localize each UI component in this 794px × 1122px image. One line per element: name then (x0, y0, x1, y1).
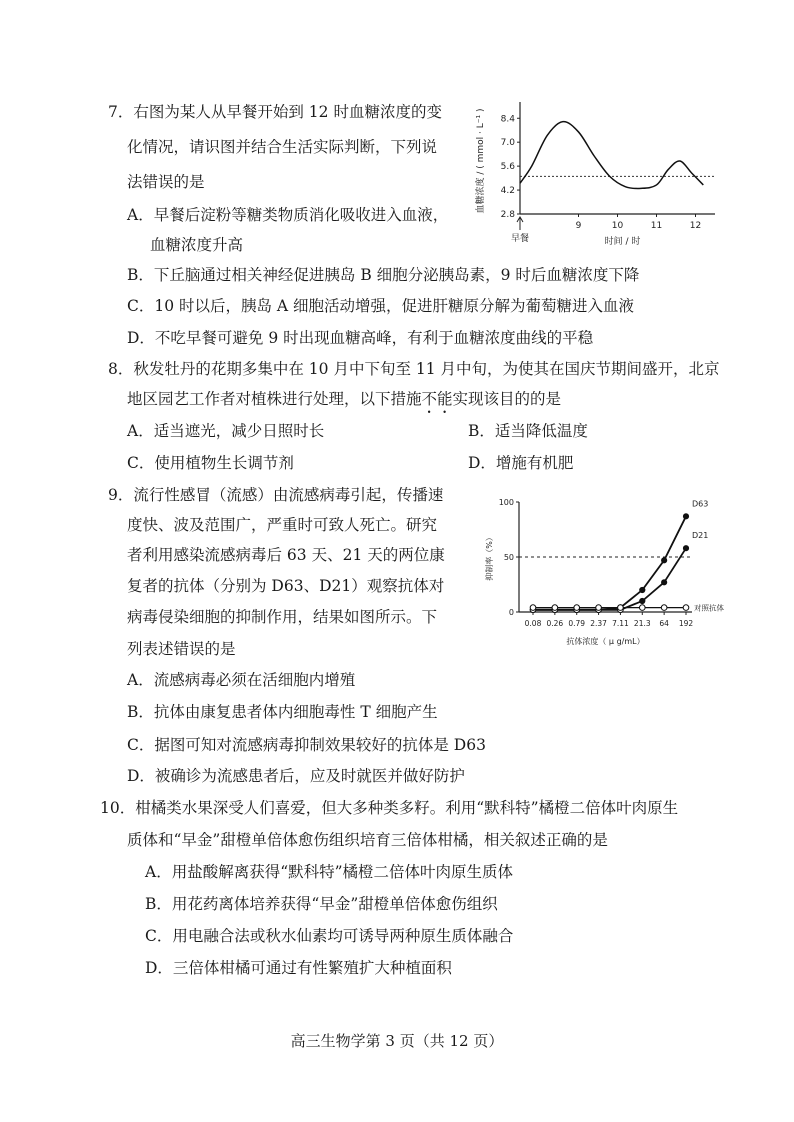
q7-option-b: B．下丘脑通过相关神经促进胰岛 B 细胞分泌胰岛素，9 时后血糖浓度下降 (127, 266, 640, 284)
data-point-对照抗体 (530, 605, 536, 611)
q9-stem-line6: 列表述错误的是 (127, 640, 236, 658)
x-tick-label: 192 (678, 619, 694, 628)
q9-stem-line1: 9．流行性感冒（流感）由流感病毒引起，传播速 (108, 486, 444, 504)
q7-option-a-line1: A．早餐后淀粉等糖类物质消化吸收进入血液， (127, 206, 449, 224)
x-tick-label: 0.08 (524, 619, 542, 628)
data-point-对照抗体 (574, 605, 580, 611)
y-axis-label: 抑制率（%） (485, 533, 494, 581)
q8-stem-line1: 8．秋发牡丹的花期多集中在 10 月中下旬至 11 月中旬，为使其在国庆节期间盛开，北京 (108, 360, 720, 378)
q8-stem-line2 (127, 388, 561, 417)
x-axis-label: 抗体浓度（ μ g/mL） (566, 637, 645, 646)
y-tick-label: 0 (508, 608, 514, 617)
data-point-对照抗体 (639, 605, 645, 611)
glucose-curve (520, 122, 703, 189)
q8-stem-line2-c: 实现该目的的是 (452, 390, 562, 408)
x-tick-label: 10 (611, 221, 624, 231)
data-point-对照抗体 (596, 605, 602, 611)
x-tick-label: 21.3 (633, 619, 651, 628)
q10-option-c: C．用电融合法或秋水仙素均可诱导两种原生质体融合 (145, 927, 514, 945)
series-label-对照抗体: 对照抗体 (694, 603, 724, 613)
x-axis-label: 时间 / 时 (604, 237, 641, 247)
q8-option-d: D．增施有机肥 (468, 454, 574, 472)
x-tick-label: 2.37 (590, 619, 607, 628)
q7-option-a-line2: 血糖浓度升高 (150, 236, 244, 254)
y-tick-label: 50 (503, 553, 514, 562)
x-tick-label: 0.26 (546, 619, 564, 628)
data-point-D63 (662, 558, 667, 563)
q10-stem-line1: 10．柑橘类水果深受人们喜爱，但大多种类多籽。利用“默科特”橘橙二倍体叶肉原生 (100, 799, 679, 817)
data-point-D21 (683, 546, 688, 551)
x-tick-label: 11 (650, 221, 663, 231)
q7-stem-line2: 化情况，请识图并结合生活实际判断，下列说 (127, 138, 438, 156)
series-label-D21: D21 (692, 531, 709, 541)
y-tick-label: 100 (498, 498, 514, 507)
data-point-对照抗体 (552, 605, 558, 611)
page-footer: 高三生物学第 3 页（共 12 页） (290, 1032, 504, 1050)
data-point-对照抗体 (661, 605, 667, 611)
series-label-D63: D63 (692, 499, 709, 509)
q8-option-b: B．适当降低温度 (468, 422, 588, 440)
q9-stem-line3: 者利用感染流感病毒后 63 天、21 天的两位康 (127, 546, 445, 564)
q9-option-d: D．被确诊为流感患者后，应及时就医并做好防护 (127, 767, 465, 785)
x-tick-label: 64 (659, 619, 669, 628)
x-tick-label: 7.11 (612, 619, 629, 628)
x-tick-label: 12 (689, 221, 702, 231)
y-tick-label: 7.0 (500, 138, 515, 149)
q9-option-b: B．抗体由康复患者体内细胞毒性 T 细胞产生 (127, 703, 438, 721)
q7-option-c: C．10 时以后，胰岛 A 细胞活动增强，促进肝糖原分解为葡萄糖进入血液 (127, 297, 635, 315)
y-tick-label: 4.2 (500, 186, 515, 197)
y-axis-label: 血糖浓度 / ( mmol · L⁻¹ ) (476, 108, 486, 214)
q9-stem-line2: 度快、波及范围广，严重时可致人死亡。研究 (127, 516, 438, 534)
data-point-D21 (640, 598, 645, 603)
y-tick-label: 8.4 (500, 114, 515, 125)
y-tick-label: 2.8 (500, 210, 515, 220)
q9-stem-line5: 病毒侵染细胞的抑制作用，结果如图所示。下 (127, 608, 438, 626)
breakfast-label: 早餐 (510, 234, 530, 244)
q9-stem-line4: 复者的抗体（分别为 D63、D21）观察抗体对 (127, 577, 445, 595)
q10-option-d: D．三倍体柑橘可通过有性繁殖扩大种植面积 (145, 959, 452, 977)
q10-stem-line2: 质体和“早金”甜橙单倍体愈伤组织培育三倍体柑橘，相关叙述正确的是 (127, 831, 608, 849)
q8-emphasis-not: 不能 (421, 390, 453, 408)
data-point-D21 (662, 580, 667, 585)
q10-option-b: B．用花药离体培养获得“早金”甜橙单倍体愈伤组织 (145, 895, 498, 913)
q7-stem-line1: 7．右图为某人从早餐开始到 12 时血糖浓度的变 (108, 103, 442, 121)
q7-stem-line3: 法错误的是 (127, 173, 205, 191)
q9-option-c: C．据图可知对流感病毒抑制效果较好的抗体是 D63 (127, 736, 486, 754)
y-tick-label: 5.6 (500, 162, 515, 173)
q7-option-d: D．不吃早餐可避免 9 时出现血糖高峰，有利于血糖浓度曲线的平稳 (127, 329, 594, 347)
antibody-inhibition-chart (474, 492, 732, 662)
data-point-对照抗体 (618, 605, 624, 611)
data-point-D63 (640, 587, 645, 592)
x-tick-label: 9 (575, 221, 582, 231)
blood-glucose-chart (465, 96, 725, 256)
q9-option-a: A．流感病毒必须在活细胞内增殖 (127, 671, 356, 689)
data-point-对照抗体 (683, 605, 689, 611)
q8-option-c: C．使用植物生长调节剂 (127, 454, 294, 472)
q8-stem-line2-a: 地区园艺工作者对植株进行处理，以下措施 (127, 390, 422, 408)
data-point-D63 (683, 514, 688, 519)
q10-option-a: A．用盐酸解离获得“默科特”橘橙二倍体叶肉原生质体 (145, 863, 514, 881)
x-tick-label: 0.79 (568, 619, 586, 628)
q8-option-a: A．适当遮光，减少日照时长 (127, 422, 325, 440)
